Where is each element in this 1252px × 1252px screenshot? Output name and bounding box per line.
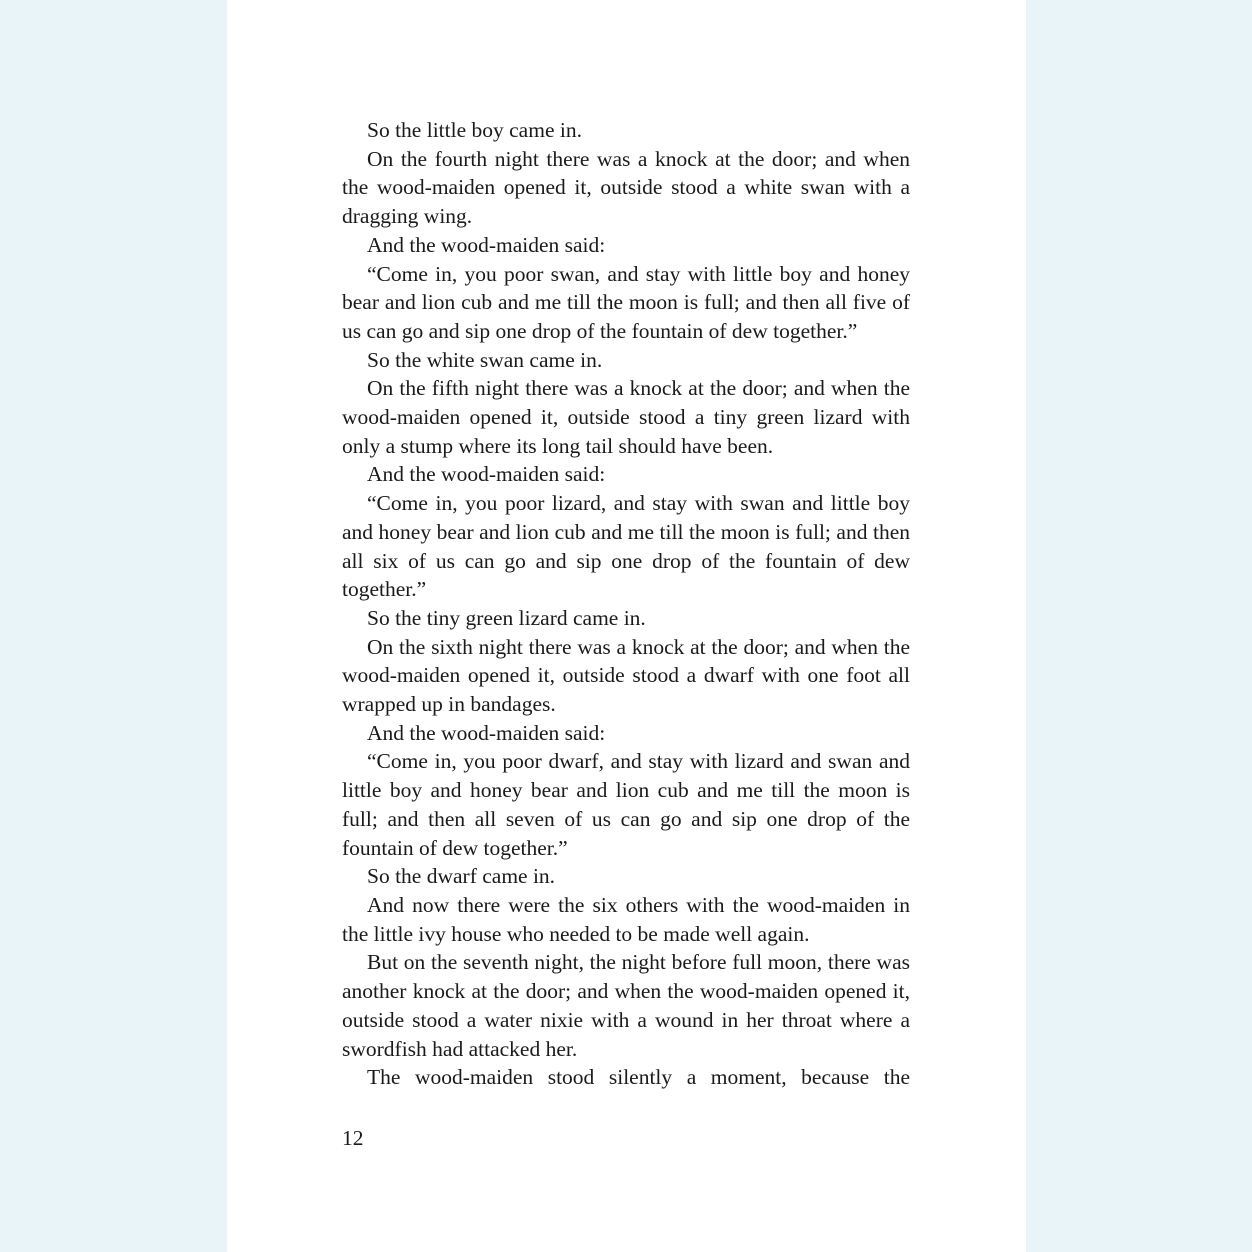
paragraph-continued: The wood-maiden stood silently a moment, because the bbox=[367, 1065, 910, 1090]
paragraph: So the little boy came in. bbox=[367, 118, 582, 142]
paragraph: “Come in, you poor swan, and stay with little boy and honey bear and lion cub and me till the moon is full; and then all five of us can go and sip one drop of the fountain of dew together.” bbox=[342, 261, 910, 343]
paragraph: “Come in, you poor dwarf, and stay with lizard and swan and little boy and honey bear and lion cub and me till the moon is full; and then all seven of us can go and sip one drop of the fountain of dew together.” bbox=[342, 749, 910, 860]
paragraph: And the wood-maiden said: bbox=[367, 232, 606, 257]
paragraph: And the wood-maiden said: bbox=[367, 462, 606, 487]
paragraph: On the fifth night there was a knock at the door; and when the wood-maiden opened it, outside stood a tiny green lizard with only a stump where its long tail should have been. bbox=[342, 376, 910, 458]
paragraph: And now there were the six others with the wood-maiden in the little ivy house who needed to be made well again. bbox=[342, 892, 910, 946]
paragraph: So the dwarf came in. bbox=[367, 864, 556, 889]
paragraph: On the fourth night there was a knock at the door; and when the wood-maiden opened it, outside stood a white swan with a dragging wing. bbox=[342, 146, 910, 229]
paragraph: So the white swan came in. bbox=[367, 347, 603, 372]
paragraph: “Come in, you poor lizard, and stay with swan and little boy and honey bear and lion cub and me till the moon is full; and then all six of us can go and sip one drop of the fountain of dew together.” bbox=[342, 491, 910, 602]
paragraph: So the tiny green lizard came in. bbox=[367, 605, 646, 630]
body-text bbox=[342, 116, 910, 1092]
paragraph: And the wood-maiden said: bbox=[367, 720, 606, 745]
paragraph: On the sixth night there was a knock at the door; and when the wood-maiden opened it, outside stood a dwarf with one foot all wrapped up in bandages. bbox=[342, 634, 910, 717]
paragraph: But on the seventh night, the night before full moon, there was another knock at the door; and when the wood-maiden opened it, outside stood a water nixie with a wound in her throat where a swordfish had attacked her. bbox=[342, 950, 910, 1061]
page-number: 12 bbox=[342, 1126, 364, 1150]
book-page bbox=[227, 0, 1026, 1252]
